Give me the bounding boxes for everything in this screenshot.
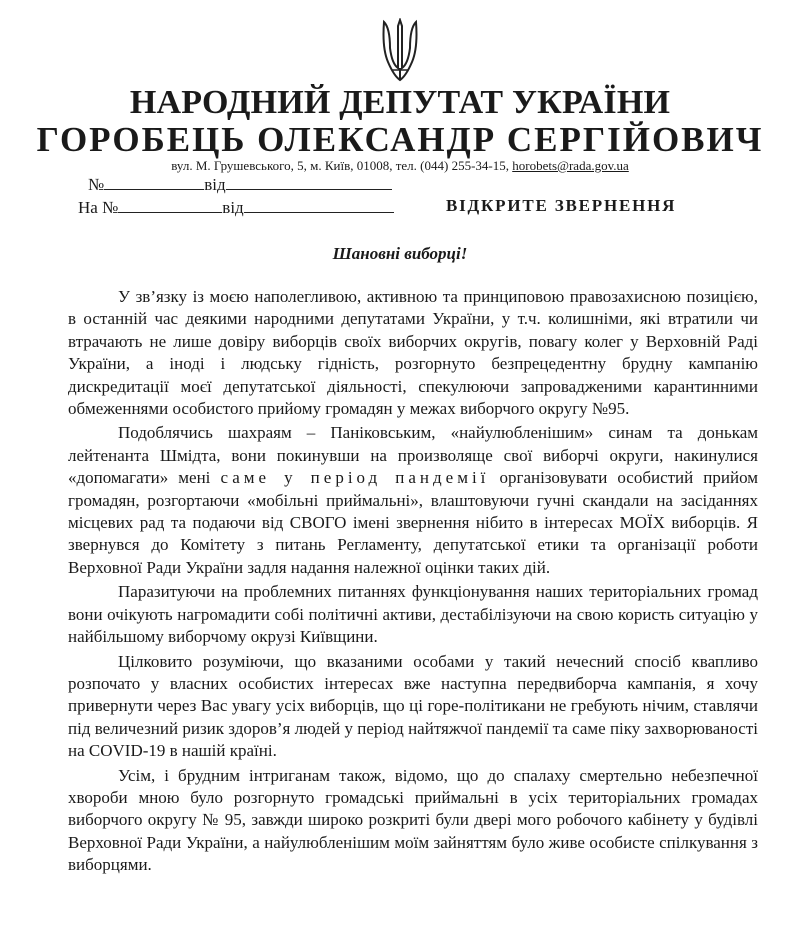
paragraph-3: Паразитуючи на проблемних питаннях функціонування наших територіальних громад вони очікують нагромадити собі політичні активи, дестабілізуючи на свою користь ситуацію у найбільшому виборчому окрузі Київщини. — [68, 582, 758, 647]
number-label: № — [88, 175, 105, 194]
letterhead-address — [0, 158, 800, 174]
salutation: Шановні виборці! — [332, 244, 468, 263]
letterhead-title: НАРОДНИЙ ДЕПУТАТ УКРАЇНИ — [129, 84, 671, 121]
document-heading: ВІДКРИТЕ ЗВЕРНЕННЯ — [446, 196, 677, 215]
reply-date-blank — [244, 198, 394, 213]
trident-icon — [380, 18, 420, 84]
paragraph-5: Усім, і брудним інтриганам також, відомо, що до спалаху смертельно небезпечної хвороби мною було розгорнуто громадські приймальні в усіх територіальних громадах виборчого округу № 95, завжди широко розкриті були двері мого робочого кабінету у будівлі Верховної Ради України, а найулюбленішим моїм зайняттям було живе особисте спілкування з виборцями. — [68, 765, 758, 875]
paragraph-4: Цілковито розуміючи, що вказаними особами у такий нечесний спосіб квапливо розпочато у власних особистих інтересах вже наступна передвиборча кампанія, я хочу привернути через Вас увагу усіх виборців, що ці горе-політикани не гребують нічим, ставлячи під величезний ризик здоров’я людей у період найтяжчої пандемії та саме піку захворюваності на COVID-19 в нашій країні. — [68, 651, 758, 761]
reply-number-line — [78, 198, 394, 218]
number-blank — [104, 175, 204, 190]
reply-number-blank — [118, 198, 222, 213]
paragraph-2-spaced: саме у період пандемії — [220, 468, 490, 488]
email-link[interactable]: horobets@rada.gov.ua — [512, 158, 629, 173]
outgoing-number-line — [88, 175, 392, 195]
reply-date-label: від — [222, 198, 244, 217]
letter-body — [68, 286, 758, 877]
date-blank — [226, 175, 392, 190]
paragraph-2-start: Подоблячись шахраям – Паніковським, «найулюбленішим» синам та донькам лейтенанта Шмідта, вони покинувши на произволяще свої виборчі округи, накинулися «допомагати» мені — [68, 423, 758, 488]
paragraph-2-end: організовувати особистий прийом громадян, розгортаючи «мобільні приймальні», влаштовуючи гучні скандали на засіданнях місцевих рад та подаючи від СВОГО імені звернення нібито в інтересах МОЇХ виборців. Я звернувся до Комітету з питань Регламенту, депутатської етики та організації роботи Верховної Ради України задля надання належної оцінки таких дій. — [68, 468, 759, 577]
paragraph-2 — [68, 422, 758, 579]
reply-number-label: На № — [78, 198, 119, 217]
letterhead-name: ГОРОБЕЦЬ ОЛЕКСАНДР СЕРГІЙОВИЧ — [36, 120, 764, 159]
address-text: вул. М. Грушевського, 5, м. Київ, 01008, тел. (044) 255-34-15, — [171, 158, 509, 173]
date-label: від — [204, 175, 226, 194]
paragraph-1: У зв’язку із моєю наполегливою, активною та принциповою правозахисною позицією, в останній час деякими народними депутатами України, у т.ч. колишніми, які втратили чи втрачають не лише довіру виборців своїх виборчих округів, повагу колег у Верховній Раді України, а іноді і людську гідність, розгорнуто безпрецедентну брудну кампанію дискредитації моєї депутатської діяльності, спекулюючи запровадженими карантинними обмеженнями особистого прийому громадян у межах виборчого округу №95. — [68, 287, 758, 419]
